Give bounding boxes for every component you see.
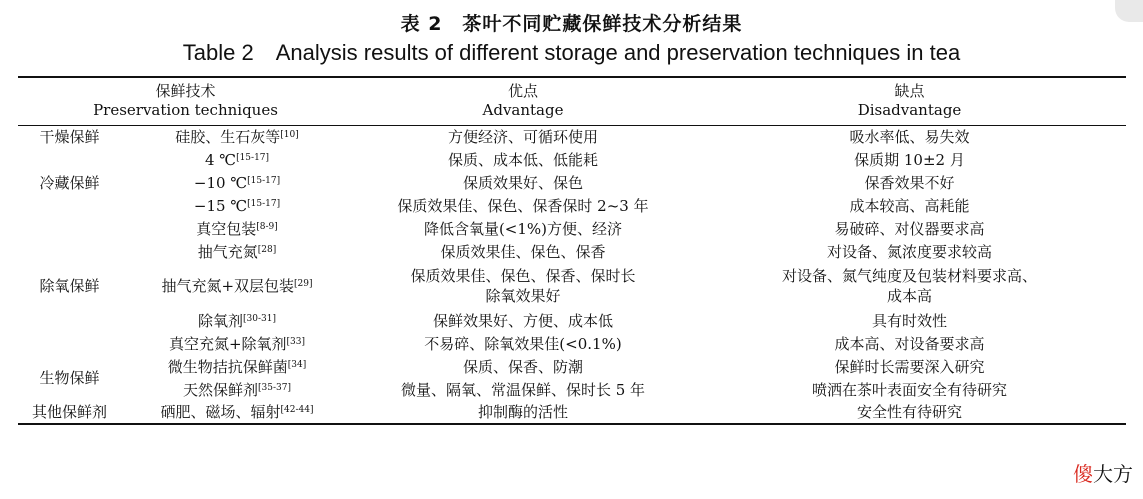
technique-cell: 除氧剂[30-31] [198,311,276,330]
table-row [18,240,1126,263]
advantage-cell: 方便经济、可循环使用 [447,127,598,146]
disadvantage-cell [693,263,1126,309]
technique-cell: 抽气充氮[28] [197,242,277,261]
advantage-cell: 微量、隔氧、常温保鲜、保时长 5 年 [400,380,646,399]
advantage-cell: 降低含氧量(<1%)方便、经济 [423,219,623,238]
header-en: Disadvantage [857,101,962,120]
advantage-line: 除氧效果好 [485,287,561,305]
disadvantage-cell: 具有时效性 [871,311,947,330]
disadvantage-cell: 安全性有待研究 [856,403,962,421]
header-en: Preservation techniques [93,101,278,120]
advantage-cell: 保质、保香、防潮 [462,357,583,376]
advantage-cell: 不易碎、除氧效果佳(<0.1%) [424,334,622,353]
disadvantage-cell: 喷洒在茶叶表面安全有待研究 [811,380,1007,399]
advantage-line: 保质效果佳、保色、保香、保时长 [410,267,636,285]
advantage-cell: 保质效果好、保色 [462,173,583,192]
table-row [18,171,1126,194]
header-advantage [353,77,693,125]
technique-cell: 硒肥、磁场、辐射[42-44] [160,403,314,421]
technique-cell: 微生物拮抗保鲜菌[34] [167,357,307,376]
technique-cell: 真空包装[8-9] [196,219,278,238]
table-row [18,125,1126,148]
disadvantage-cell: 对设备、氮浓度要求较高 [826,242,992,261]
category-cell: 除氧保鲜 [39,277,100,295]
watermark [1071,458,1135,487]
disadvantage-cell: 成本高、对设备要求高 [834,334,985,353]
header-row [18,77,1126,125]
table-row [18,148,1126,171]
table-row [18,194,1126,217]
advantage-cell: 抑制酶的活性 [477,403,568,421]
header-disadvantage [693,77,1126,125]
disadvantage-cell: 保质期 10±2 月 [854,150,965,169]
category-cell: 干燥保鲜 [39,127,100,146]
header-preservation [18,77,353,125]
table-row [18,263,1126,309]
advantage-cell: 保鲜效果好、方便、成本低 [432,311,613,330]
technique-cell: 天然保鲜剂[35-37] [183,380,291,399]
technique-cell: 硅胶、生石灰等[10] [175,127,299,146]
watermark-text: 大方 [1093,462,1133,486]
advantage-cell: 保质效果佳、保色、保香保时 2~3 年 [397,196,649,215]
disadvantage-cell: 吸水率低、易失效 [849,127,970,146]
category-cell: 其他保鲜剂 [31,403,107,421]
disadvantage-cell: 保香效果不好 [864,173,955,192]
header-zh: 保鲜技术 [155,82,216,101]
table-title-english: Table 2 Analysis results of different storage and preservation techniques in tea [182,40,961,65]
table-row [18,309,1126,332]
disadvantage-line: 对设备、氮气纯度及包装材料要求高、 [781,267,1037,285]
disadvantage-cell: 易破碎、对仪器要求高 [834,219,985,238]
advantage-cell [353,263,693,309]
technique-cell: 抽气充氮+双层包装[29] [161,277,313,295]
disadvantage-line: 成本高 [886,287,932,305]
header-zh: 缺点 [894,82,925,101]
table-row [18,355,1126,378]
table-title-chinese: 表 2 茶叶不同贮藏保鲜技术分析结果 [400,13,743,35]
table-row [18,217,1126,240]
technique-cell: 4 ℃[15-17] [204,150,270,169]
table-row [18,401,1126,424]
advantage-cell: 保质、成本低、低能耗 [447,150,598,169]
table-row [18,378,1126,401]
technique-cell: −10 ℃[15-17] [193,173,281,192]
header-en: Advantage [482,101,564,120]
technique-cell: 真空充氮+除氧剂[33] [168,334,306,353]
technique-cell: −15 ℃[15-17] [193,196,281,215]
header-zh: 优点 [507,82,538,101]
disadvantage-cell: 成本较高、高耗能 [849,196,970,215]
preservation-table [18,76,1126,425]
category-cell: 冷藏保鲜 [39,173,100,192]
watermark-red-char: 傻 [1073,462,1093,486]
advantage-cell: 保质效果佳、保色、保香 [440,242,606,261]
category-cell: 生物保鲜 [39,369,100,387]
disadvantage-cell: 保鲜时长需要深入研究 [834,357,985,376]
table-row [18,332,1126,355]
